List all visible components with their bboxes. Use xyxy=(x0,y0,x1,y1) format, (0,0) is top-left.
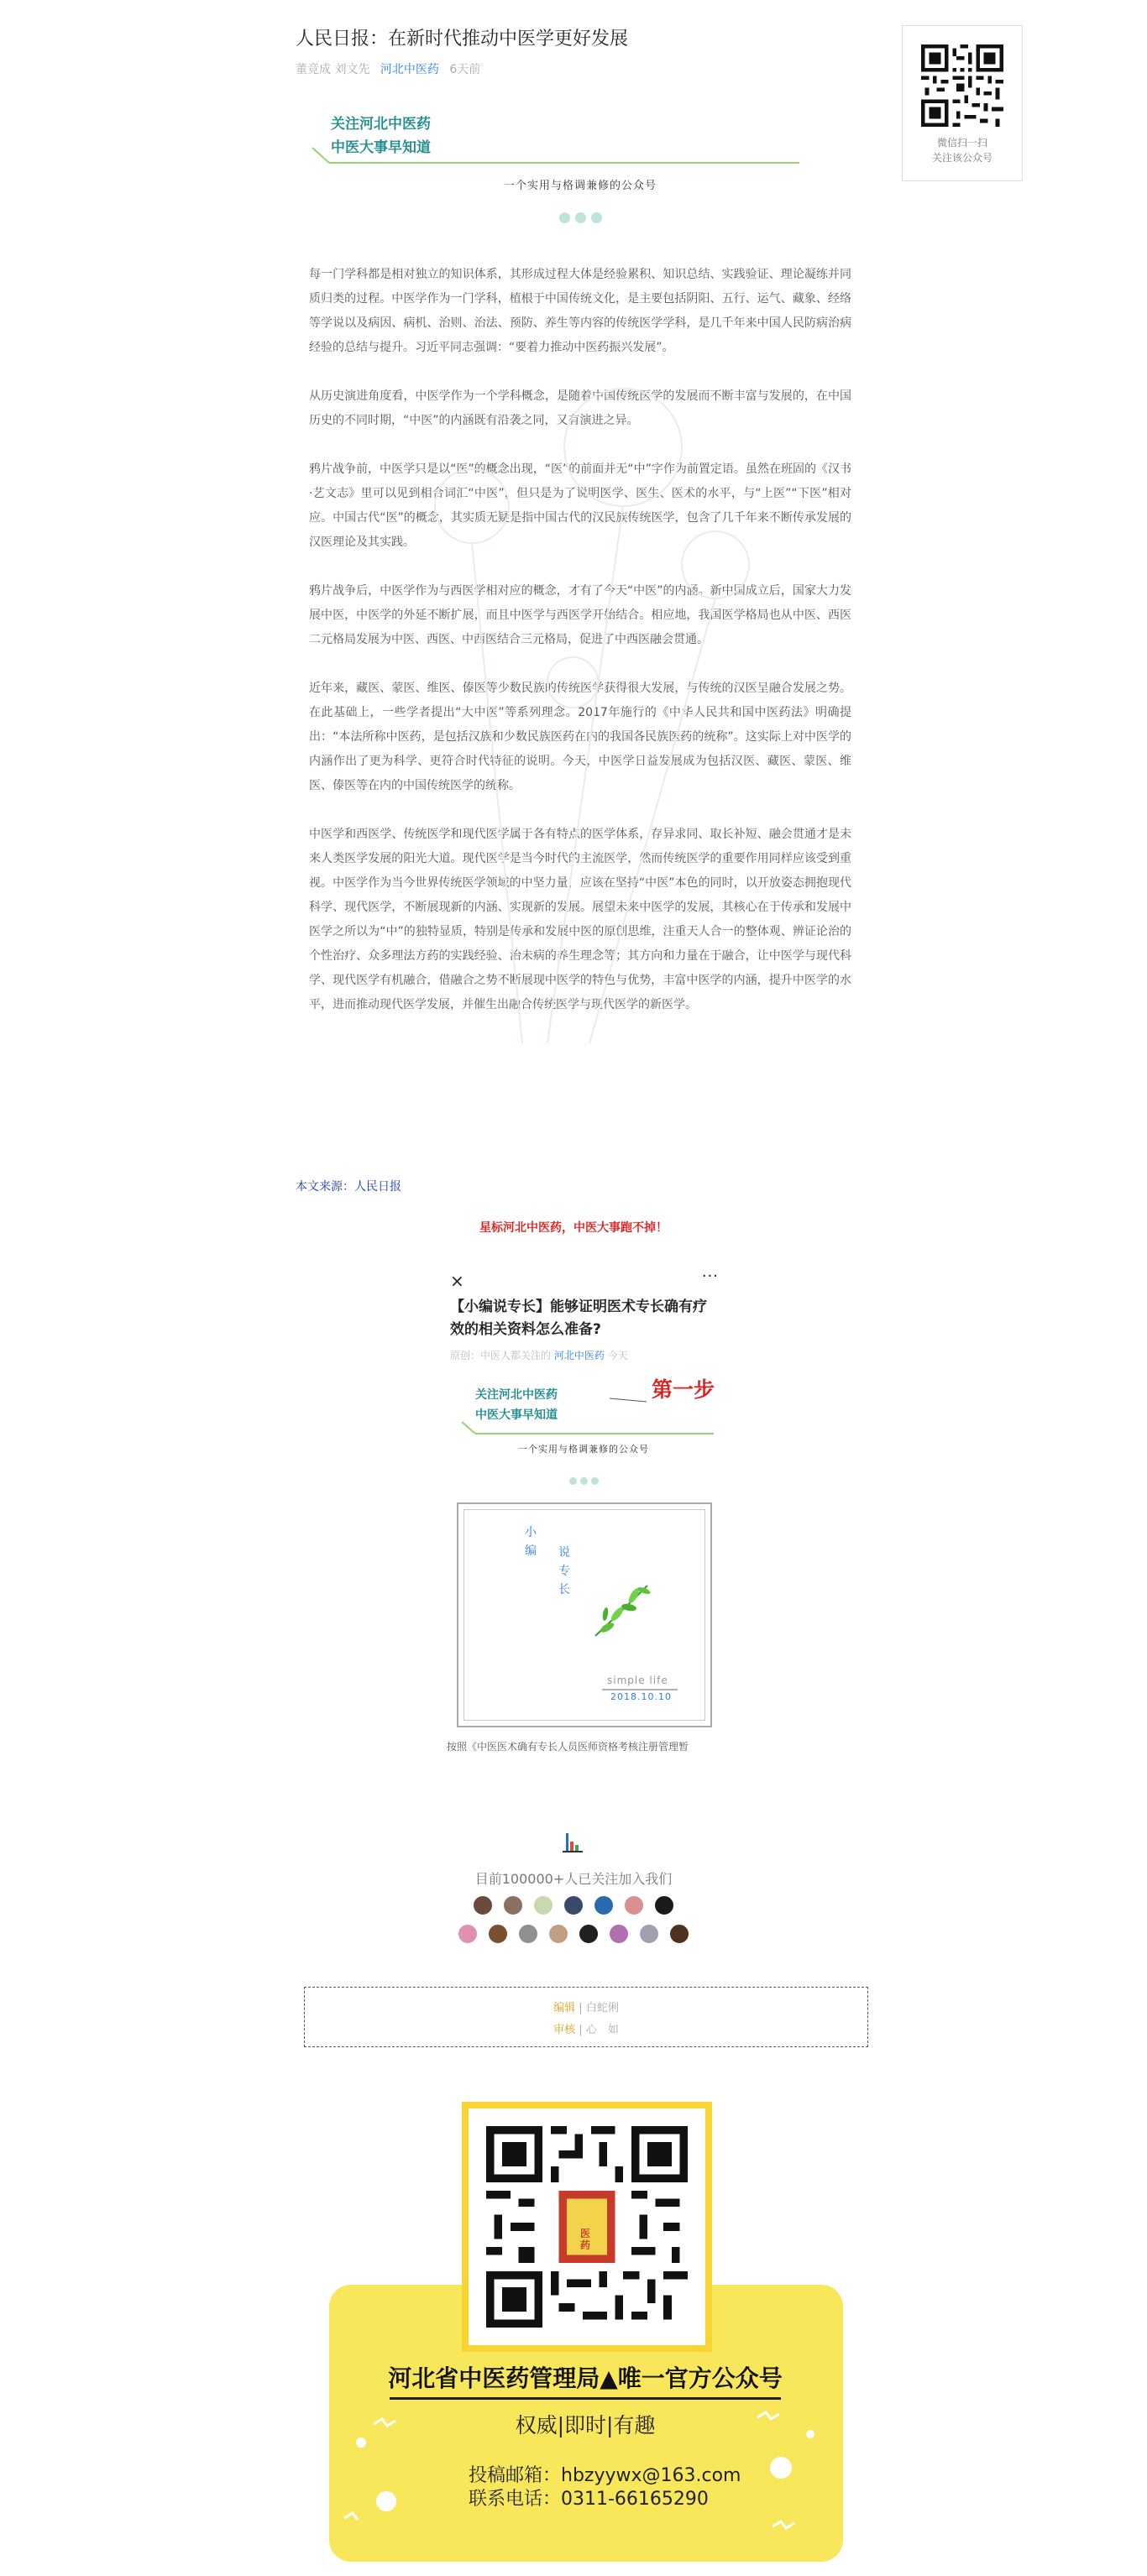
seal-char: 药 xyxy=(579,2239,590,2251)
preview-banner-title xyxy=(475,1385,558,1425)
phone-preview xyxy=(445,1259,722,1763)
editor-key: 编辑 xyxy=(553,2002,576,2014)
poster-contact xyxy=(469,2464,741,2511)
editor-credits xyxy=(304,1987,868,2047)
account-link[interactable]: 河北中医药 xyxy=(380,63,439,76)
article xyxy=(296,25,865,1042)
preview-title: 【小编说专长】能够证明医术专长确有疗效的相关资料怎么准备? xyxy=(450,1298,707,1338)
follow-banner xyxy=(296,107,865,217)
cover-char: 小 xyxy=(525,1526,537,1539)
step-label: 第一步 xyxy=(652,1377,715,1402)
follow-count-text: 目前100000+人已关注加入我们 xyxy=(474,1871,673,1887)
preview-meta-author: 中医人都关注的 xyxy=(480,1350,552,1361)
preview-cover-inner xyxy=(464,1509,705,1721)
avatar xyxy=(593,1894,615,1916)
cover-char: 说 xyxy=(558,1546,570,1560)
article-title: 人民日报：在新时代推动中医学更好发展 xyxy=(296,29,629,50)
qr-code-icon xyxy=(921,44,1003,127)
avatar xyxy=(623,1894,645,1916)
reviewer-row: 审核 | 心 如 xyxy=(553,2024,619,2036)
avatar xyxy=(578,1923,600,1945)
avatar-row-2 xyxy=(0,1923,1147,1945)
star-notice: 星标河北中医药，中医大事跑不掉！ xyxy=(479,1221,668,1235)
preview-banner-line-1: 关注河北中医药 xyxy=(475,1388,558,1402)
banner-line-2: 中医大事早知道 xyxy=(331,139,431,156)
poster-underline xyxy=(390,2397,781,2400)
preview-slogan: 一个实用与格调兼修的公众号 xyxy=(518,1444,649,1455)
avatar xyxy=(638,1923,660,1945)
poster-phone: 联系电话：0311-66165290 xyxy=(469,2489,709,2510)
leaf-sprig-icon xyxy=(589,1577,656,1644)
qr-follow-panel xyxy=(902,25,1023,181)
dot xyxy=(580,1477,588,1485)
poster-qr-code-icon xyxy=(486,2126,688,2328)
preview-meta xyxy=(450,1348,628,1362)
chart-logo-icon xyxy=(561,1828,586,1853)
cover-date: 2018.10.10 xyxy=(610,1691,672,1702)
preview-meta-time: 今天 xyxy=(607,1350,628,1361)
seal-char: 医 xyxy=(579,2228,590,2239)
avatar-row-1 xyxy=(0,1894,1147,1916)
avatar xyxy=(563,1894,584,1916)
avatar xyxy=(472,1894,494,1916)
preview-footer-text: 按照《中医医术确有专长人员医师资格考核注册管理暂 xyxy=(447,1741,689,1753)
poster-email: 投稿邮箱：hbzyywx@163.com xyxy=(469,2465,741,2486)
poster-main-title: 河北省中医药管理局▲唯一官方公众号 xyxy=(388,2364,783,2392)
avatar xyxy=(668,1923,690,1945)
avatar xyxy=(653,1894,675,1916)
qr-caption-1: 微信扫一扫 xyxy=(936,137,987,149)
official-account-poster xyxy=(327,2082,843,2568)
cover-char: 编 xyxy=(525,1544,537,1558)
editor-name: 白蛇俐 xyxy=(585,2002,619,2014)
reviewer-key: 审核 xyxy=(553,2024,576,2036)
banner-title xyxy=(331,112,431,159)
avatar xyxy=(517,1923,539,1945)
more-icon: ··· xyxy=(701,1267,719,1285)
avatar xyxy=(547,1923,569,1945)
article-body xyxy=(296,263,865,1017)
cover-char: 专 xyxy=(558,1565,570,1578)
cover-simple-life: simple life xyxy=(607,1675,668,1686)
paragraph: 每一门学科都是相对独立的知识体系，其形成过程大体是经验累积、知识总结、实践验证、理论凝练并同质归类的过程。中医学作为一门学科，植根于中国传统文化，是主要包括阴阳、五行、运气、藏象、经络等学说以及病因、病机、治则、治法、预防、养生等内容的传统医学学科，是几千年来中国人民防病治病经验的总结与提升。习近平同志强调：“要着力推动中医药振兴发展”。 xyxy=(309,268,851,354)
reviewer-name: 心 如 xyxy=(585,2024,619,2036)
avatar xyxy=(608,1923,630,1945)
dot xyxy=(569,1477,577,1485)
preview-meta-prefix: 原创： xyxy=(450,1350,481,1361)
article-author: 董竞成 刘文先 xyxy=(296,63,370,76)
paragraph: 中医学和西医学、传统医学和现代医学属于各有特点的医学体系，存异求同、取长补短、融会贯通才是未来人类医学发展的阳光大道。现代医学是当今时代的主流医学，然而传统医学的重要作用同样应该受到重视。中医学作为当今世界传统医学领域的中坚力量，应该在坚持“中医”本色的同时，以开放姿态拥抱现代科学、现代医学，不断展现新的内涵、实现新的发展。展望未来中医学的发展，其核心在于传承和发展中医学之所以为“中”的独特显质，特别是传承和发展中医的原创思维，注重天人合一的整体观、辨证论治的个性治疗、众多理法方药的实践经验、治未病的养生理念等；其方向和力量在于融合，让中医学与现代科学、现代医学有机融合，借融合之势不断展现中医学的特色与优势，丰富中医学的内涵，提升中医学的水平，进而推动现代医学发展，并催生出融合传统医学与现代医学的新医学。 xyxy=(309,828,851,1011)
avatar xyxy=(532,1894,554,1916)
preview-cover-card xyxy=(457,1502,712,1727)
paragraph: 鸦片战争后，中医学作为与西医学相对应的概念，才有了今天“中医”的内涵。新中国成立后，国家大力发展中医，中医学的外延不断扩展，而且中医学与西医学开始结合。相应地，我国医学格局也从中医、西医二元格局发展为中医、西医、中西医结合三元格局，促进了中西医融会贯通。 xyxy=(309,584,851,646)
paragraph: 近年来，藏医、蒙医、维医、傣医等少数民族的传统医学获得很大发展，与传统的汉医呈融合发展之势。在此基础上，一些学者提出“大中医”等系列理念。2017年施行的《中华人民共和国中医药法》明确提出：“本法所称中医药，是包括汉族和少数民族医药在内的我国各民族医药的统称”。这实际上对中医学的内涵作出了更为科学、更符合时代特征的说明。今天，中医学日益发展成为包括汉医、藏医、蒙医、维医、傣医等在内的中国传统医学的统称。 xyxy=(309,682,851,792)
seal-text xyxy=(327,2228,843,2251)
avatar xyxy=(487,1923,509,1945)
follow-section xyxy=(0,1828,1147,1945)
publish-time: 6天前 xyxy=(449,63,481,76)
preview-banner-line-2: 中医大事早知道 xyxy=(475,1408,558,1422)
cover-char: 长 xyxy=(558,1583,570,1596)
avatar xyxy=(457,1923,479,1945)
qr-caption-2: 关注该公众号 xyxy=(931,152,992,164)
banner-line-1: 关注河北中医药 xyxy=(331,116,431,133)
poster-subtitle: 权威|即时|有趣 xyxy=(515,2413,656,2438)
paragraph: 从历史演进角度看，中医学作为一个学科概念，是随着中国传统医学的发展而不断丰富与发展的，在中国历史的不同时期，“中医”的内涵既有沿袭之同，又有演进之异。 xyxy=(309,389,851,427)
preview-dots xyxy=(445,1472,722,1488)
banner-slogan: 一个实用与格调兼修的公众号 xyxy=(503,180,657,192)
article-meta xyxy=(296,60,865,77)
avatar xyxy=(502,1894,524,1916)
preview-meta-account: 河北中医药 xyxy=(553,1350,605,1361)
article-source: 本文来源：人民日报 xyxy=(296,1180,401,1194)
close-icon: × xyxy=(450,1271,464,1291)
dot xyxy=(591,1477,599,1485)
paragraph: 鸦片战争前，中医学只是以“医”的概念出现，“医”的前面并无“中”字作为前置定语。虽然在班固的《汉书·艺文志》里可以见到相合词汇“中医”，但只是为了说明医学、医生、医术的水平，与“上医”“下医”相对应。中国古代“医”的概念，其实质无疑是指中国古代的汉民族传统医学，包含了几千年来不断传承发展的汉医理论及其实践。 xyxy=(309,462,851,549)
editor-row: 编辑 | 白蛇俐 xyxy=(553,2002,619,2014)
